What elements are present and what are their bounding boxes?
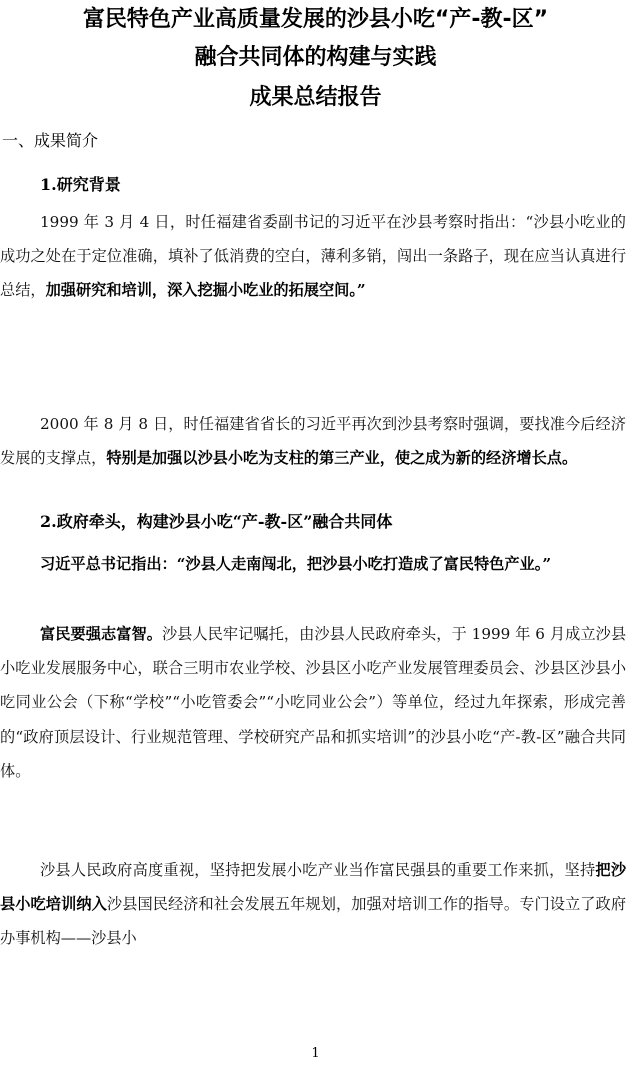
subheading-government-led: 2.政府牵头，构建沙县小吃“产-教-区”融合共同体 (40, 512, 393, 531)
paragraph-bold-text: 富民要强志富智。 (40, 625, 162, 643)
paragraph-bold-text: 加强研究和培训，深入挖掘小吃业的拓展空间。” (45, 281, 366, 300)
paragraph-text: 沙县人民政府高度重视，坚持把发展小吃产业当作富民强县的重要工作来抓，坚持 (40, 861, 596, 879)
report-title-line-1: 富民特色产业高质量发展的沙县小吃“产-教-区” (82, 7, 549, 32)
page-number: 1 (311, 1046, 320, 1061)
paragraph-government-support (0, 853, 626, 956)
report-title-line-2: 融合共同体的构建与实践 (194, 45, 437, 70)
paragraph-text: 2000 年 8 月 8 日，时任福建省省长的习近平再次到沙县考察时强调，要找准今后经济发展的支撑点， (0, 415, 626, 468)
paragraph-bold-text: 特别是加强以沙县小吃为支柱的第三产业，使之成为新的经济增长点。 (106, 449, 578, 468)
paragraph-xi-quote (0, 547, 626, 581)
paragraph-1999-visit (0, 205, 626, 308)
paragraph-community-formation (0, 617, 626, 788)
paragraph-text: 1999 年 3 月 4 日，时任福建省委副书记的习近平在沙县考察时指出：“沙县小吃业的成功之处在于定位准确，填补了低消费的空白，薄利多销，闯出一条路子，现在应当认真进行总结， (0, 213, 626, 300)
paragraph-bold-text: 习近平总书记指出：“沙县人走南闯北，把沙县小吃打造成了富民特色产业。” (40, 555, 552, 573)
report-title-line-3: 成果总结报告 (249, 85, 382, 110)
paragraph-2000-visit (0, 407, 626, 475)
paragraph-text: 沙县国民经济和社会发展五年规划，加强对培训工作的指导。专门设立了政府办事机构——沙县小 (0, 895, 627, 948)
subheading-research-background: 1.研究背景 (40, 175, 121, 194)
section-heading-summary: 一、成果简介 (2, 131, 99, 150)
paragraph-text: 沙县人民牢记嘱托，由沙县人民政府牵头，于 1999 年 6 月成立沙县小吃业发展服务中心，联合三明市农业学校、沙县区小吃产业发展管理委员会、沙县区沙县小吃同业公会（下称“学校”“小吃管委会”“小吃同业公会”）等单位，经过九年探索，形成完善的“政府顶层设计、行业规范管理、学校研究产品和抓实培训”的沙县小吃“产-教-区”融合共同体。 (0, 625, 627, 780)
paragraph-bold-text: 把沙县小吃培训纳入 (0, 861, 627, 914)
